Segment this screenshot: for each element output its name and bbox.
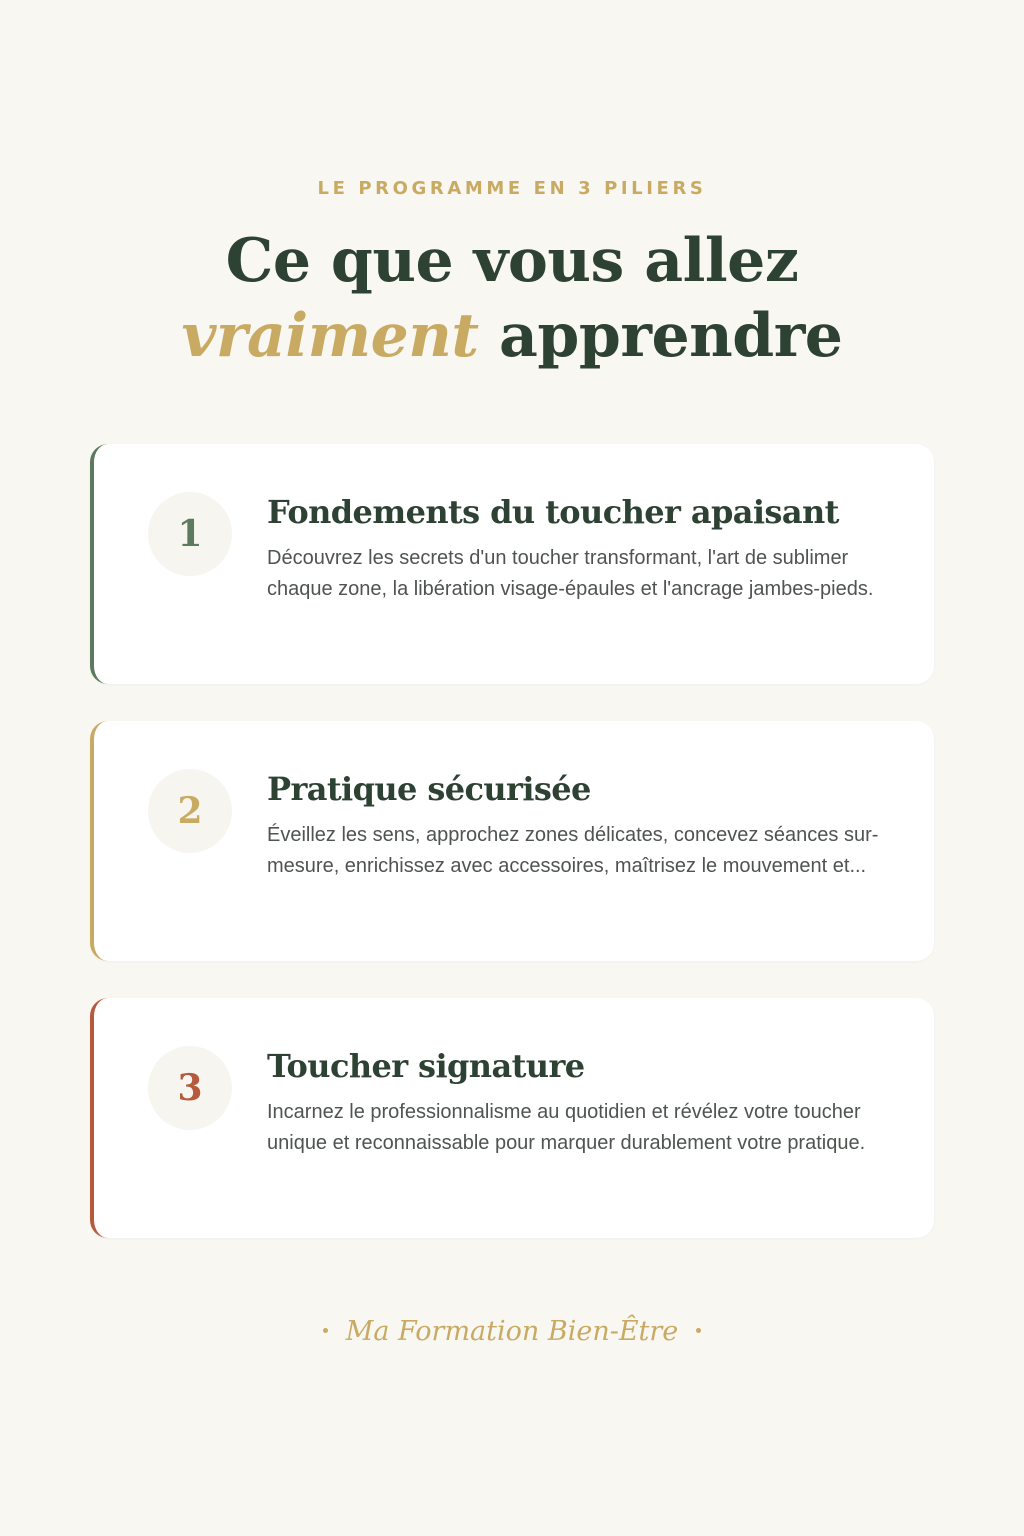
pillar-description: Incarnez le professionnalisme au quotidien et révélez votre toucher unique et reconnaissable pour marquer durablement votre pratique. [267, 1101, 866, 1154]
pillars-list [90, 444, 934, 1275]
title-line-1: Ce que vous allez [225, 226, 799, 296]
pillar-description: Éveillez les sens, approchez zones délicates, concevez séances sur-mesure, enrichissez avec accessoires, maîtrisez le mouvement et... [267, 824, 879, 877]
footer-brand [0, 1316, 1024, 1347]
page-title [0, 224, 1024, 374]
pillar-card-1 [90, 444, 934, 684]
title-line-2: apprendre [478, 301, 843, 371]
dot-icon [323, 1328, 328, 1333]
pillar-description: Découvrez les secrets d'un toucher transformant, l'art de sublimer chaque zone, la libération visage-épaules et l'ancrage jambes-pieds. [267, 547, 874, 600]
pillar-card-2 [90, 721, 934, 961]
pillar-number-badge: 3 [148, 1046, 232, 1130]
title-accent-word: vraiment [181, 301, 479, 371]
brand-name: Ma Formation Bien-Être [345, 1316, 679, 1347]
pillar-title: Fondements du toucher apaisant [267, 493, 839, 531]
dot-icon [696, 1328, 701, 1333]
pillar-title: Pratique sécurisée [267, 770, 591, 808]
pillar-card-3 [90, 998, 934, 1238]
pillar-title: Toucher signature [267, 1047, 585, 1085]
pillar-number-badge: 2 [148, 769, 232, 853]
section-eyebrow: LE PROGRAMME EN 3 PILIERS [317, 178, 707, 199]
pillar-number-badge: 1 [148, 492, 232, 576]
